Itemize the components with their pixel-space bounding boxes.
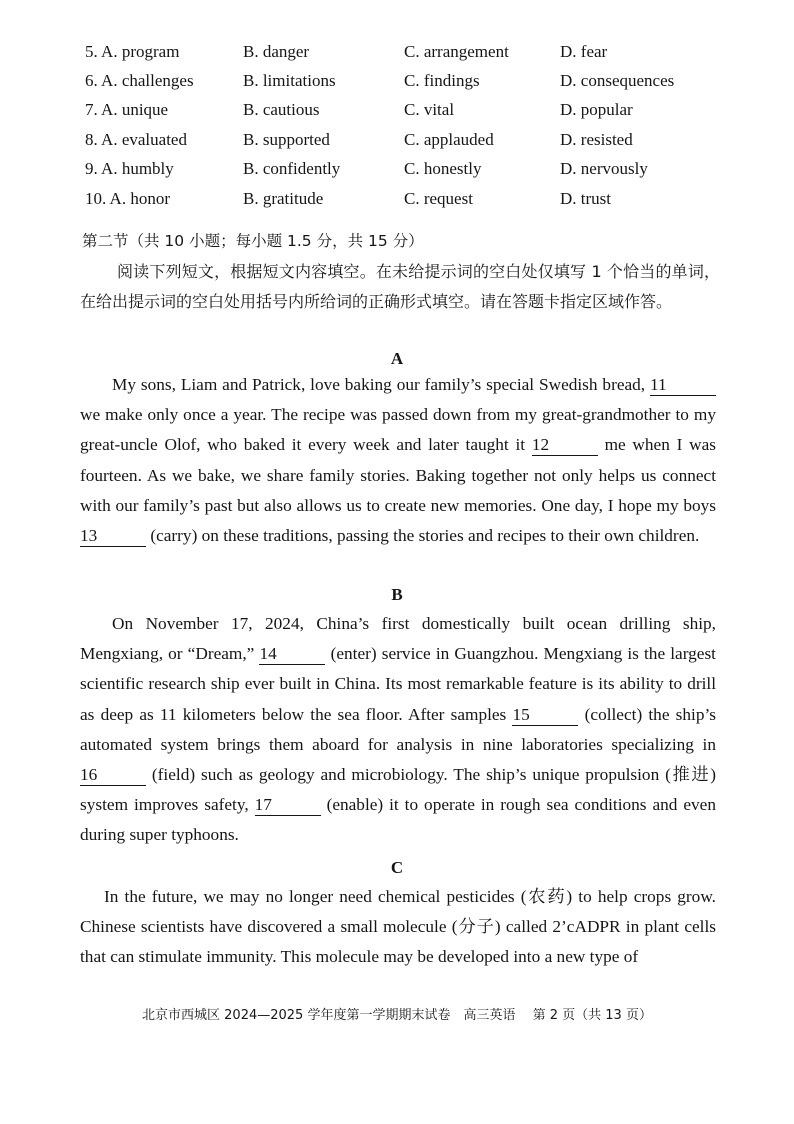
option-b: B. danger <box>243 42 310 61</box>
option-a: 10. A. honor <box>85 189 170 208</box>
option-c: C. request <box>404 189 473 208</box>
option-d: D. nervously <box>560 159 648 178</box>
blank-13: 13 <box>80 526 146 547</box>
passage-text: (carry) on these traditions, passing the stories and recipes to their own children. <box>146 526 700 546</box>
section-title: 第二节（共 10 小题；每小题 1.5 分，共 15 分） <box>82 232 424 250</box>
question-8-options <box>0 127 794 153</box>
blank-15: 15 <box>512 705 578 726</box>
option-b: B. supported <box>243 130 330 149</box>
option-d: D. resisted <box>560 130 633 149</box>
passage-text: me when I was fourteen. As we bake, we share family stories. Baking together not only helps us connect with our family’s past but also allows us to create new memories. One day, I hope my boys <box>80 435 716 515</box>
option-d: D. popular <box>560 100 633 119</box>
passage-b <box>80 609 716 851</box>
passage-b-letter: B <box>391 585 403 604</box>
section-instructions: 阅读下列短文，根据短文内容填空。在未给提示词的空白处仅填写 1 个恰当的单词，在给出提示词的空白处用括号内所给词的正确形式填空。请在答题卡指定区域作答。 <box>80 262 720 311</box>
passage-a-letter: A <box>390 349 404 368</box>
passage-text: we make only once a year. The recipe was passed down from my great-grandmother to my great-uncle Olof, who baked it every week and later taught it <box>80 405 716 455</box>
page-footer: 北京市西城区 2024—2025 学年度第一学期期末试卷 高三英语 第 2 页（共 13 页） <box>142 1008 652 1023</box>
question-10-options <box>0 186 794 212</box>
option-c: C. honestly <box>404 159 482 178</box>
passage-c <box>80 882 716 973</box>
passage-text: My sons, Liam and Patrick, love baking our family’s special Swedish bread, <box>112 375 650 394</box>
option-d: D. trust <box>560 189 611 208</box>
passage-text: On November 17, 2024, China’s first domestically built ocean drilling ship, Mengxiang, or “Dream,” <box>80 614 716 664</box>
option-c: C. vital <box>404 100 455 119</box>
blank-12: 12 <box>532 435 598 456</box>
option-d: D. consequences <box>560 71 675 90</box>
question-7-options <box>0 97 794 123</box>
passage-c-letter: C <box>390 858 404 877</box>
option-d: D. fear <box>560 42 608 61</box>
option-b: B. cautious <box>243 100 320 119</box>
option-a: 6. A. challenges <box>85 71 194 90</box>
passage-text: (collect) the ship’s automated system brings them aboard for analysis in nine laboratories specializing in <box>80 704 716 754</box>
option-b: B. confidently <box>243 159 341 178</box>
option-a: 9. A. humbly <box>85 159 174 178</box>
blank-17: 17 <box>255 795 321 816</box>
passage-text: (enter) service in Guangzhou. Mengxiang is the largest scientific research ship ever built in China. Its most remarkable feature is its ability to drill as deep as 11 kilometers below the sea floor. After samples <box>80 644 716 724</box>
option-a: 7. A. unique <box>85 100 169 119</box>
option-c: C. arrangement <box>404 42 509 61</box>
blank-16: 16 <box>80 765 146 786</box>
blank-11: 11 <box>650 375 716 396</box>
option-b: B. limitations <box>243 71 336 90</box>
option-a: 8. A. evaluated <box>85 130 187 149</box>
option-a: 5. A. program <box>85 42 180 61</box>
passage-text: In the future, we may no longer need chemical pesticides (农药) to help crops grow. Chinese scientists have discovered a small molecule (分子) called 2’cADPR in plant cells that can stimulate immunity. This molecule may be developed into a new type of <box>80 887 716 967</box>
option-b: B. gratitude <box>243 189 324 208</box>
question-5-options <box>0 39 794 65</box>
passage-a <box>80 370 716 551</box>
question-6-options <box>0 68 794 94</box>
option-c: C. applauded <box>404 130 494 149</box>
blank-14: 14 <box>259 644 325 665</box>
question-9-options <box>0 156 794 182</box>
option-c: C. findings <box>404 71 480 90</box>
passage-text: (enable) it to operate in rough sea conditions and even during super typhoons. <box>80 795 716 845</box>
passage-text: (field) such as geology and microbiology. The ship’s unique propulsion (推进) system improves safety, <box>80 765 716 815</box>
